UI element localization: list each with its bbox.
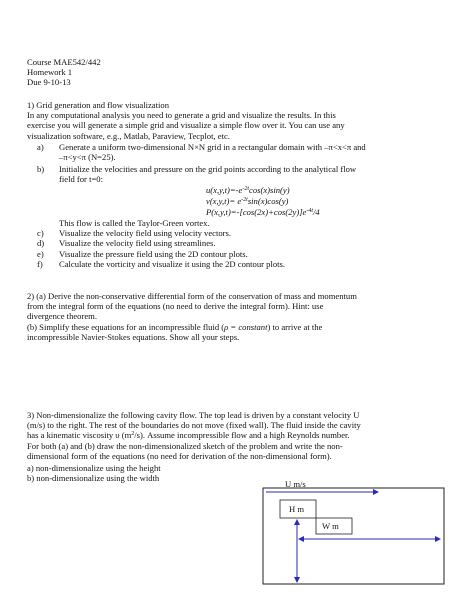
item-text-continued: –π<y<π (N=25). [59,152,116,163]
item-text-continued: field for t=0: [59,174,103,185]
course-title: Course MAE542/442 [27,57,101,67]
taylor-green-note: This flow is called the Taylor-Green vortex. [59,218,210,228]
q1-intro-line: exercise you will generate a simple grid and visualize a simple flow over it. You can use any [27,120,345,131]
velocity-label: U m/s [285,479,306,489]
q1-item-f: f) Calculate the vorticity and visualize it using the 2D contour plots. [37,258,286,269]
q3-part-b: b) non-dimensionalize using the width [27,473,160,484]
q3-line: dimensional form of the equations (no need for derivation of the non-dimensional form). [27,450,332,461]
q1-intro-line: visualization software, e.g., Matlab, Paraview, Tecplot, etc. [27,130,230,141]
q3-line: has a kinematic viscosity υ $(m^2/s)$. Assume incompressible flow and a high Reynolds number. [27,430,350,441]
q2-b-line: incompressible Navier-Stokes equations. Show all your steps. [27,331,240,342]
homework-number: Homework 1 [27,67,73,78]
item-text: Initialize the velocities and pressure on the grid points according to the analytical flow [59,164,357,174]
due-date: Due 9-10-13 [27,77,71,88]
equation-v: $v(x,y,t)= e^{-2t}\sin(x)\cos(y)$ [206,196,289,206]
q1-title: 1) Grid generation and flow visualization [27,100,169,110]
height-label: H m [289,504,305,514]
q3-line: (m/s) to the right. The rest of the boundaries do not move (fixed wall). The fluid inside the cavity [27,420,361,431]
q2-a-line: 2) (a) Derive the non-conservative differential form of the conservation of mass and momentum [27,291,357,301]
equation-u: $u(x,y,t)=-e^{-2t}\cos(x)\sin(y)$ [206,185,290,195]
q1-item-c: c) Visualize the velocity field using velocity vectors. [37,228,232,239]
q1-item-e: e) Visualize the pressure field using the 2D contour plots. [37,248,248,259]
q3-line: For both (a) and (b) draw the non-dimensionalized sketch of the problem and write the non- [27,440,343,451]
rho-constant-math: ρ = constant [224,321,268,332]
width-label: W m [322,521,339,531]
q2-b-line: (b) Simplify these equations for an incompressible fluid (ρ = constant) to arrive at the [27,321,323,332]
q1-intro-line: In any computational analysis you need to generate a grid and visualize the results. In this [27,110,336,121]
item-label: b) [37,164,45,174]
q2-a-line: from the integral form of the equations (no need to derive the integral form). Hint: use [27,301,324,312]
item-text: Generate a uniform two-dimensional N×N grid in a rectangular domain with –π<x<π and [59,142,366,152]
q3-part-a: a) non-dimensionalize using the height [27,463,161,473]
q3-line: 3) Non-dimensionalize the following cavity flow. The top lead is driven by a constant velocity U [27,410,360,420]
q1-item-d: d) Visualize the velocity field using streamlines. [37,238,216,249]
q2-a-line: divergence theorem. [27,311,97,322]
item-label: a) [37,142,44,152]
equation-p: $P(x,y,t)=-[\cos(2x)+\cos(2y)]e^{-4t}/4$ [206,207,320,217]
